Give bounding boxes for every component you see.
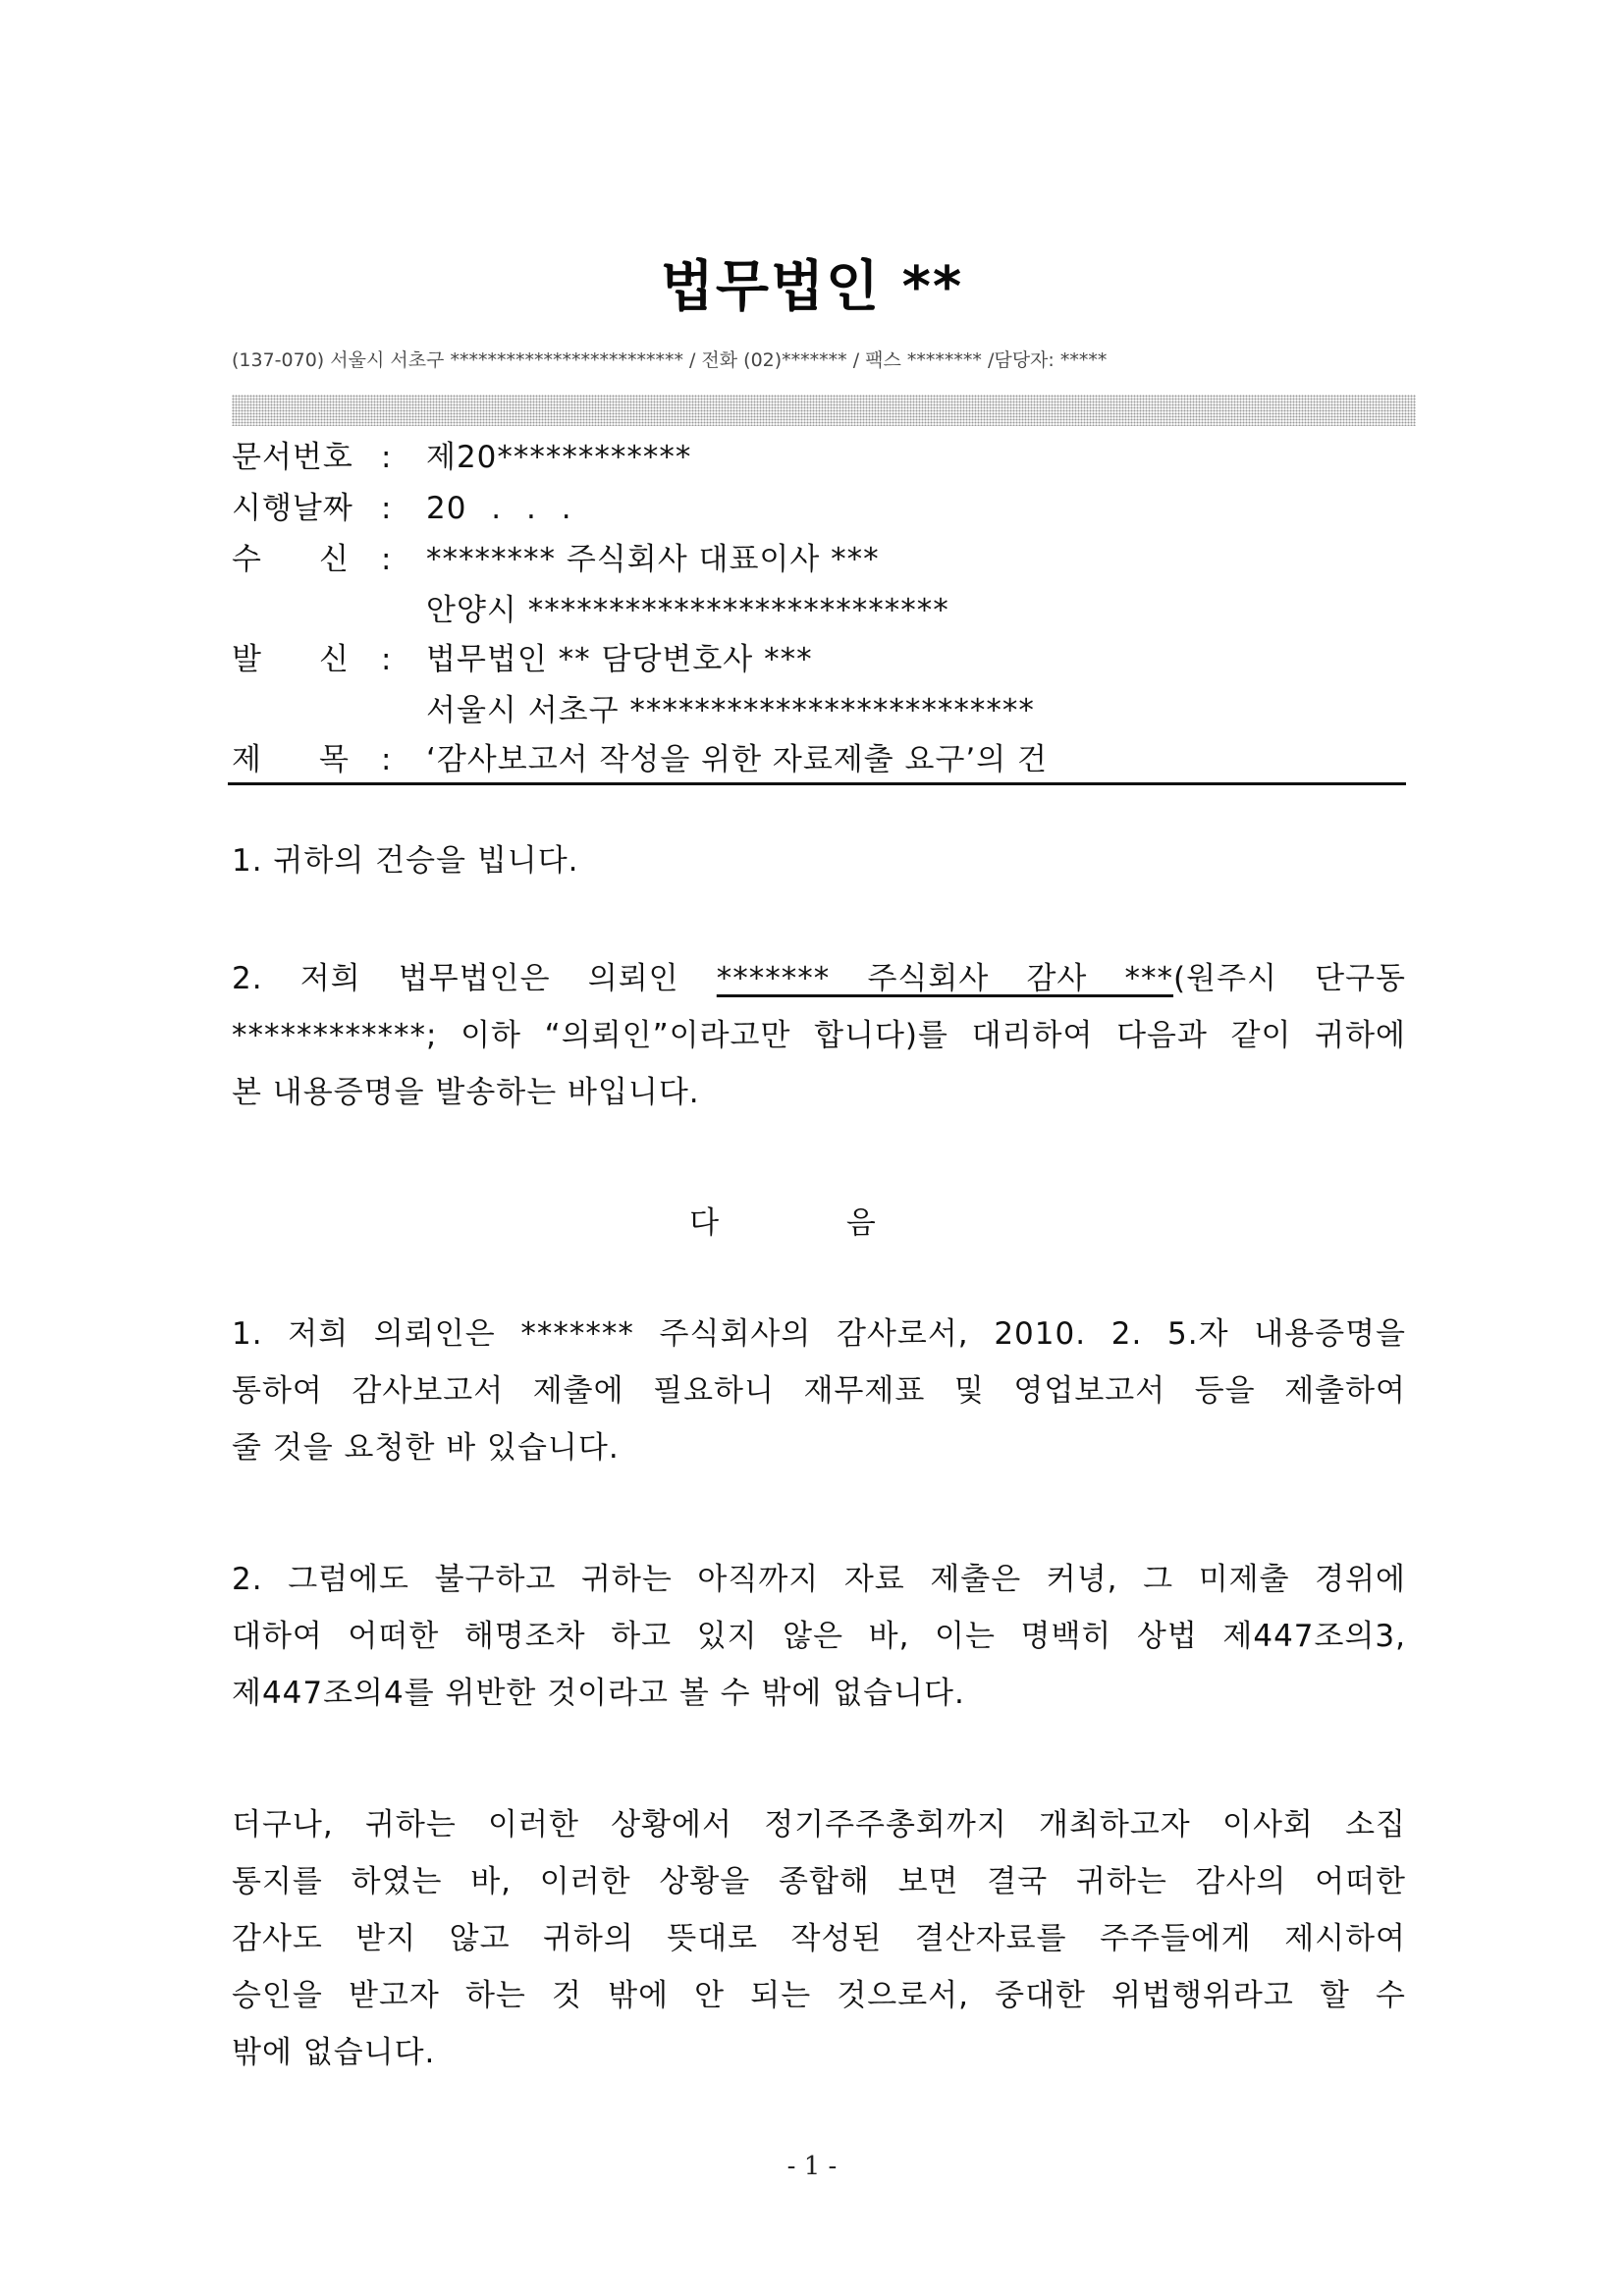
section-heading: 다 음 [689,1205,935,1241]
recipient-row [232,534,880,578]
body-p3-line-3: 감사도 받지 않고 귀하의 뜻대로 작성된 결산자료를 주주들에게 제시하여 [232,1921,1406,1956]
doc-number-value: 제20************ [426,440,692,475]
subject-label [232,734,350,778]
sender-label-2: 신 [319,642,350,677]
body-p2-line-3: 제447조의4를 위반한 것이라고 볼 수 밖에 없습니다. [232,1676,965,1711]
recipient-label [232,534,350,578]
intro-paragraph-1 [232,832,1406,889]
recipient-value: ******** 주식회사 대표이사 *** [426,542,880,577]
subject-label-2: 목 [319,742,350,777]
colon: : [381,742,392,777]
header-rule [228,782,1406,785]
intro-p2-line-3: 본 내용증명을 발송하는 바입니다. [232,1075,700,1110]
firm-address: (137-070) 서울시 서초구 ************************* / 전화 (02)******* / 팩스 ******** /담당자: ***** [232,349,1108,371]
body-p2-line-2: 대하여 어떠한 해명조차 하고 있지 않은 바, 이는 명백히 상법 제447조의3, [232,1619,1406,1654]
colon: : [381,440,392,475]
firm-title: 법무법인 ** [660,255,964,319]
intro-p2-line-2: ************; 이하 “의뢰인”이라고만 합니다)를 대리하여 다음과 같이 귀하에 [232,1018,1406,1053]
colon: : [381,542,392,577]
recipient-address: 안양시 ************************** [426,593,949,628]
intro-p2-line-1 [232,950,1406,1007]
body-p2-line-1: 2. 그럼에도 불구하고 귀하는 아직까지 자료 제출은 커녕, 그 미제출 경위에 [232,1562,1406,1597]
intro-p2-text-a: 2. 저희 법무법인은 의뢰인 [232,961,679,996]
date-label: 시행날짜 [232,491,353,526]
sender-label [232,634,350,678]
sender-label-1: 발 [232,642,262,677]
recipient-label-1: 수 [232,542,262,577]
page-number: - 1 - [786,2152,838,2181]
subject-row [232,734,1048,778]
body-p1-line-3: 줄 것을 요청한 바 있습니다. [232,1430,620,1466]
colon: : [381,491,392,526]
doc-number-label: 문서번호 [232,440,353,475]
recipient-label-2: 신 [319,542,350,577]
sender-address: 서울시 서초구 ************************* [426,693,1035,728]
body-p1-line-1: 1. 저희 의뢰인은 ******* 주식회사의 감사로서, 2010. 2. 5.자 내용증명을 [232,1316,1406,1352]
subject-label-1: 제 [232,742,262,777]
body-p3-line-4: 승인을 받고자 하는 것 밖에 안 되는 것으로서, 중대한 위법행위라고 할 수 [232,1978,1406,2013]
intro-p2-text-b: (원주시 단구동 [1173,961,1406,996]
doc-number-row [232,432,691,476]
intro-paragraph-2 [232,950,1406,1121]
client-underlined: ******* 주식회사 감사 *** [716,961,1174,996]
colon: : [381,642,392,677]
body-p1-line-2: 통하여 감사보고서 제출에 필요하니 재무제표 및 영업보고서 등을 제출하여 [232,1373,1406,1409]
body-p3-line-2: 통지를 하였는 바, 이러한 상황을 종합해 보면 결국 귀하는 감사의 어떠한 [232,1864,1406,1899]
intro-p1-line: 1. 귀하의 건승을 빕니다. [232,843,579,879]
date-row [232,483,572,527]
body-paragraph-1 [232,1306,1406,1476]
hatched-divider [232,395,1416,426]
body-paragraph-2 [232,1551,1406,1722]
body-p3-line-5: 밖에 없습니다. [232,2035,436,2070]
sender-value: 법무법인 ** 담당변호사 *** [426,642,813,677]
body-paragraph-3 [232,1796,1406,2081]
date-value: 20 . . . [426,491,572,526]
subject-value: ‘감사보고서 작성을 위한 자료제출 요구’의 건 [426,742,1049,777]
body-p3-line-1: 더구나, 귀하는 이러한 상황에서 정기주주총회까지 개최하고자 이사회 소집 [232,1807,1406,1842]
sender-row [232,634,813,678]
